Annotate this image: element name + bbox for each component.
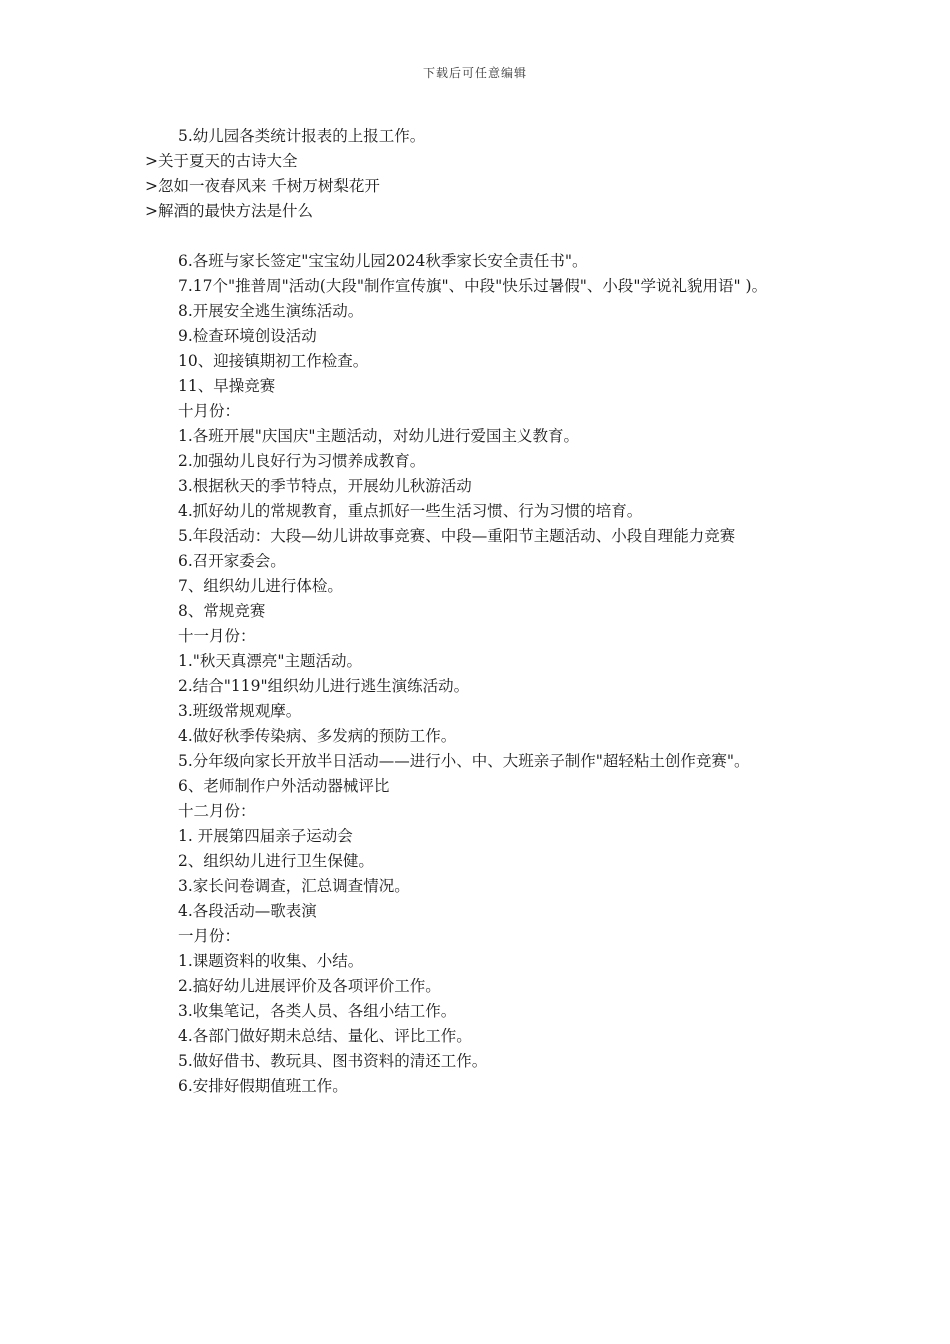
paragraph-line: 5.年段活动：大段—幼儿讲故事竞赛、中段—重阳节主题活动、小段自理能力竞赛 <box>178 527 736 545</box>
related-link[interactable]: >关于夏天的古诗大全 <box>145 152 298 170</box>
paragraph-line: 4.各部门做好期未总结、量化、评比工作。 <box>178 1027 472 1045</box>
paragraph-line: 1.各班开展"庆国庆"主题活动，对幼儿进行爱国主义教育。 <box>178 427 580 445</box>
paragraph-line: 6、老师制作户外活动器械评比 <box>178 777 390 795</box>
paragraph-line: 6.召开家委会。 <box>178 552 286 570</box>
paragraph-line: 3.班级常规观摩。 <box>178 702 302 720</box>
paragraph-line: 1."秋天真漂亮"主题活动。 <box>178 652 363 670</box>
paragraph-line: 一月份： <box>178 927 241 945</box>
paragraph-line: 3.根据秋天的季节特点，开展幼儿秋游活动 <box>178 477 472 495</box>
paragraph-line: 8.开展安全逃生演练活动。 <box>178 302 364 320</box>
paragraph-line: 十二月份： <box>178 802 256 820</box>
paragraph-line: 6.各班与家长签定"宝宝幼儿园2024秋季家长安全责任书"。 <box>178 252 588 270</box>
paragraph-line: 2.结合"119"组织幼儿进行逃生演练活动。 <box>178 677 470 695</box>
paragraph-line: 7、组织幼儿进行体检。 <box>178 577 343 595</box>
paragraph-line: 2.加强幼儿良好行为习惯养成教育。 <box>178 452 426 470</box>
paragraph-line: 4.做好秋季传染病、多发病的预防工作。 <box>178 727 457 745</box>
paragraph-line: 6.安排好假期值班工作。 <box>178 1077 348 1095</box>
paragraph-line: 4.各段活动—歌表演 <box>178 902 317 920</box>
paragraph-line: 1. 开展第四届亲子运动会 <box>178 827 353 845</box>
paragraph-line: 5.做好借书、教玩具、图书资料的清还工作。 <box>178 1052 488 1070</box>
paragraph-line: 3.家长问卷调查，汇总调查情况。 <box>178 877 410 895</box>
paragraph-line: 5.分年级向家长开放半日活动——进行小、中、大班亲子制作"超轻粘土创作竞赛"。 <box>178 752 750 770</box>
document-body <box>145 124 805 1099</box>
paragraph-line: 1.课题资料的收集、小结。 <box>178 952 364 970</box>
paragraph-line: 10、迎接镇期初工作检查。 <box>178 352 369 370</box>
paragraph-line: 5.幼儿园各类统计报表的上报工作。 <box>178 127 426 145</box>
paragraph-line: 2、组织幼儿进行卫生保健。 <box>178 852 374 870</box>
paragraph-line: 3.收集笔记，各类人员、各组小结工作。 <box>178 1002 457 1020</box>
related-link[interactable]: >忽如一夜春风来 千树万树梨花开 <box>145 177 380 195</box>
paragraph-line: 4.抓好幼儿的常规教育，重点抓好一些生活习惯、行为习惯的培育。 <box>178 502 643 520</box>
paragraph-line: 9.检查环境创设活动 <box>178 327 317 345</box>
blank-line <box>145 224 805 249</box>
paragraph-line: 8、常规竞赛 <box>178 602 266 620</box>
paragraph-line: 7.17个"推普周"活动(大段"制作宣传旗"、中段"快乐过暑假"、小段"学说礼貌用语" )。 <box>178 277 768 295</box>
paragraph-line: 十一月份： <box>178 627 256 645</box>
paragraph-line: 十月份： <box>178 402 241 420</box>
paragraph-line: 11、早操竞赛 <box>178 377 276 395</box>
header-note: 下载后可任意编辑 <box>422 66 527 80</box>
paragraph-line: 2.搞好幼儿进展评价及各项评价工作。 <box>178 977 441 995</box>
related-link[interactable]: >解酒的最快方法是什么 <box>145 202 313 220</box>
